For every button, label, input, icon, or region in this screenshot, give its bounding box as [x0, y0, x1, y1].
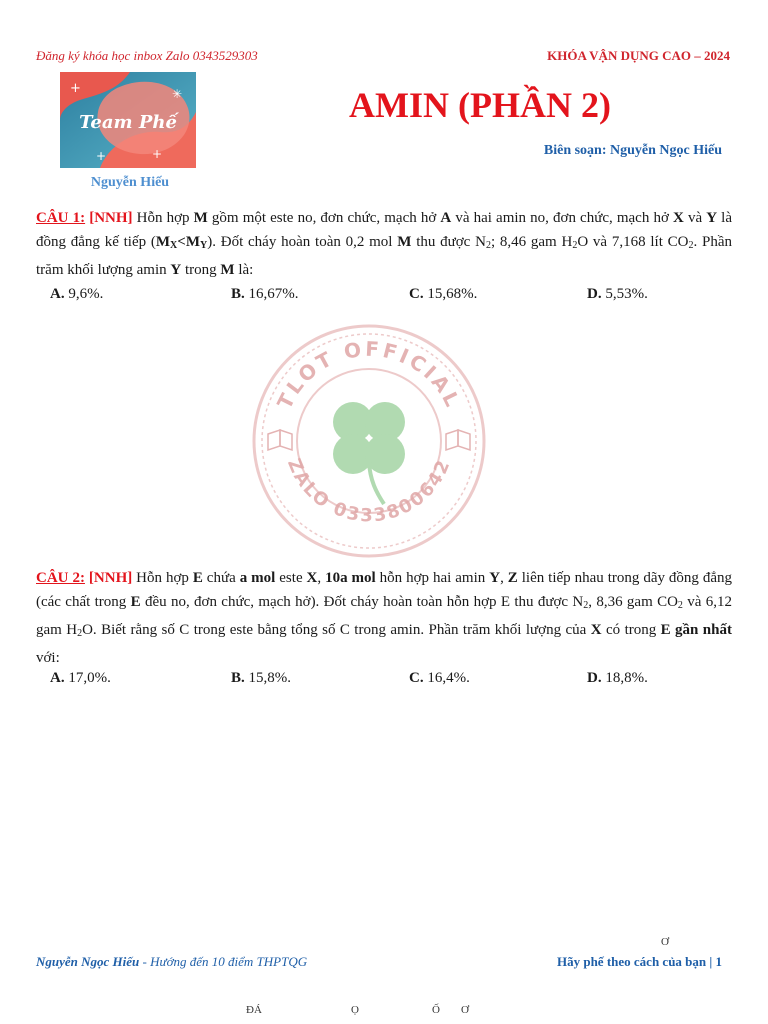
q2-text: liên tiếp nhau trong dãy đồng đẳng (các chất trong	[36, 570, 733, 610]
question-2-label: CÂU 2:	[36, 570, 85, 586]
q2-option-d[interactable]: D. 18,8%.	[587, 670, 648, 686]
q2-subscript: 2	[677, 600, 683, 611]
document-title: AMIN (PHẦN 2)	[349, 85, 611, 125]
q1-text: ). Đốt cháy hoàn toàn 0,2 mol	[207, 234, 398, 250]
q2-text: ,	[317, 570, 326, 586]
q2-text: Hỗn hợp	[132, 570, 193, 586]
q1-text: trong	[181, 262, 221, 278]
q2-option-b[interactable]: B. 15,8%.	[231, 670, 292, 686]
q1-text: Hỗn hợp	[132, 210, 194, 226]
watermark-top-text: TLOT OFFICIAL	[272, 336, 466, 413]
q2-bold: 10a mol	[325, 570, 376, 586]
q2-bold: Y	[489, 570, 501, 586]
stray-glyph: Ơ	[461, 1004, 469, 1016]
q2-bold: E	[130, 594, 141, 610]
team-phe-logo	[60, 72, 196, 168]
svg-text:+: +	[152, 147, 163, 161]
q2-bold: E gần nhất	[660, 622, 732, 638]
q1-text: gồm một este no, đơn chức, mạch hở	[207, 210, 441, 226]
logo-text: Team Phế	[79, 112, 177, 133]
q2-text: và 6,12 gam H	[36, 594, 732, 638]
q2-text: hỗn hợp hai amin	[375, 570, 490, 586]
q1-text: là đồng đẳng kế tiếp (	[36, 210, 732, 250]
q1-subscript: 2	[688, 240, 694, 251]
q1-text: là:	[234, 262, 254, 278]
author-name-short: Nguyễn Hiếu	[90, 175, 170, 190]
q1-bold: X	[673, 210, 684, 226]
q2-bold: a mol	[239, 570, 276, 586]
q2-bold: E	[192, 570, 203, 586]
question-1-tag: [NNH]	[89, 210, 133, 226]
q2-subscript: 2	[583, 600, 589, 611]
q2-bold: X	[306, 570, 318, 586]
q1-option-a[interactable]: A. 9,6%.	[50, 286, 104, 302]
q1-text: . Phần trăm khối lượng amin	[36, 234, 732, 278]
compiler-credit: Biên soạn: Nguyễn Ngọc Hiếu	[543, 143, 722, 158]
q1-bold: M	[220, 262, 235, 278]
question-2	[36, 566, 732, 670]
q1-text: ; 8,46 gam H	[490, 234, 573, 250]
q1-subscript: 2	[485, 240, 491, 251]
stray-glyph: Ọ	[351, 1004, 359, 1016]
footer-slogan-page: Hãy phế theo cách của bạn | 1	[556, 954, 722, 969]
q1-option-d[interactable]: D. 5,53%.	[587, 286, 648, 302]
q1-text: thu được N	[411, 234, 486, 250]
q2-text: , 8,36 gam CO	[588, 594, 678, 610]
clover-icon	[333, 402, 405, 504]
q1-text: và	[683, 210, 707, 226]
watermark-bottom-text: ZALO 0333800642	[283, 455, 455, 527]
footer-motto: - Hướng đến 10 điểm THPTQG	[139, 954, 308, 969]
q2-bold: X	[590, 622, 602, 638]
question-2-tag: [NNH]	[88, 570, 133, 586]
q2-text: với:	[36, 650, 60, 666]
question-1-label: CÂU 1:	[36, 210, 86, 226]
registration-note: Đăng ký khóa học inbox Zalo 0343529303	[36, 48, 258, 63]
q2-text: O. Biết rằng số C trong este bằng tổng số C trong amin. Phần trăm khối lượng của	[82, 622, 591, 638]
q1-bold: M	[193, 210, 208, 226]
q1-text: và hai amin no, đơn chức, mạch hở	[451, 210, 673, 226]
q2-subscript: 2	[77, 628, 83, 639]
svg-text:+: +	[96, 149, 107, 163]
q1-bold: Y	[170, 262, 182, 278]
footer-author-motto	[36, 954, 307, 970]
tlot-watermark-stamp	[250, 322, 488, 560]
svg-text:✳: ✳	[172, 87, 183, 101]
q2-text: có trong	[601, 622, 661, 638]
q1-option-b[interactable]: B. 16,67%.	[231, 286, 299, 302]
q1-text: O và 7,168 lít CO	[577, 234, 689, 250]
question-2-options	[50, 666, 730, 690]
q1-option-c[interactable]: C. 15,68%.	[409, 286, 478, 302]
q1-subscript: 2	[572, 240, 578, 251]
q1-bold: Y	[706, 210, 718, 226]
stray-glyph: Ố	[432, 1004, 440, 1016]
question-1-options	[50, 282, 730, 306]
q2-text: este	[275, 570, 307, 586]
stray-glyph: Ơ	[661, 936, 669, 948]
q2-option-a[interactable]: A. 17,0%.	[50, 670, 111, 686]
q2-text: ,	[500, 570, 508, 586]
course-name: KHÓA VẬN DỤNG CAO – 2024	[547, 48, 730, 63]
q2-text: chứa	[202, 570, 240, 586]
question-1	[36, 206, 732, 282]
svg-text:+: +	[70, 81, 81, 96]
q1-mass-comparison: $M_X<M_Y$	[155, 234, 208, 251]
footer-author: Nguyễn Ngọc Hiếu	[36, 954, 140, 969]
q2-text: đều no, đơn chức, mạch hở). Đốt cháy hoàn toàn hỗn hợp E thu được N	[140, 594, 584, 610]
q2-bold: Z	[507, 570, 518, 586]
q1-bold: M	[397, 234, 412, 250]
q2-option-c[interactable]: C. 16,4%.	[409, 670, 470, 686]
stray-glyph: ĐÁ	[246, 1004, 262, 1016]
q1-bold: A	[440, 210, 452, 226]
